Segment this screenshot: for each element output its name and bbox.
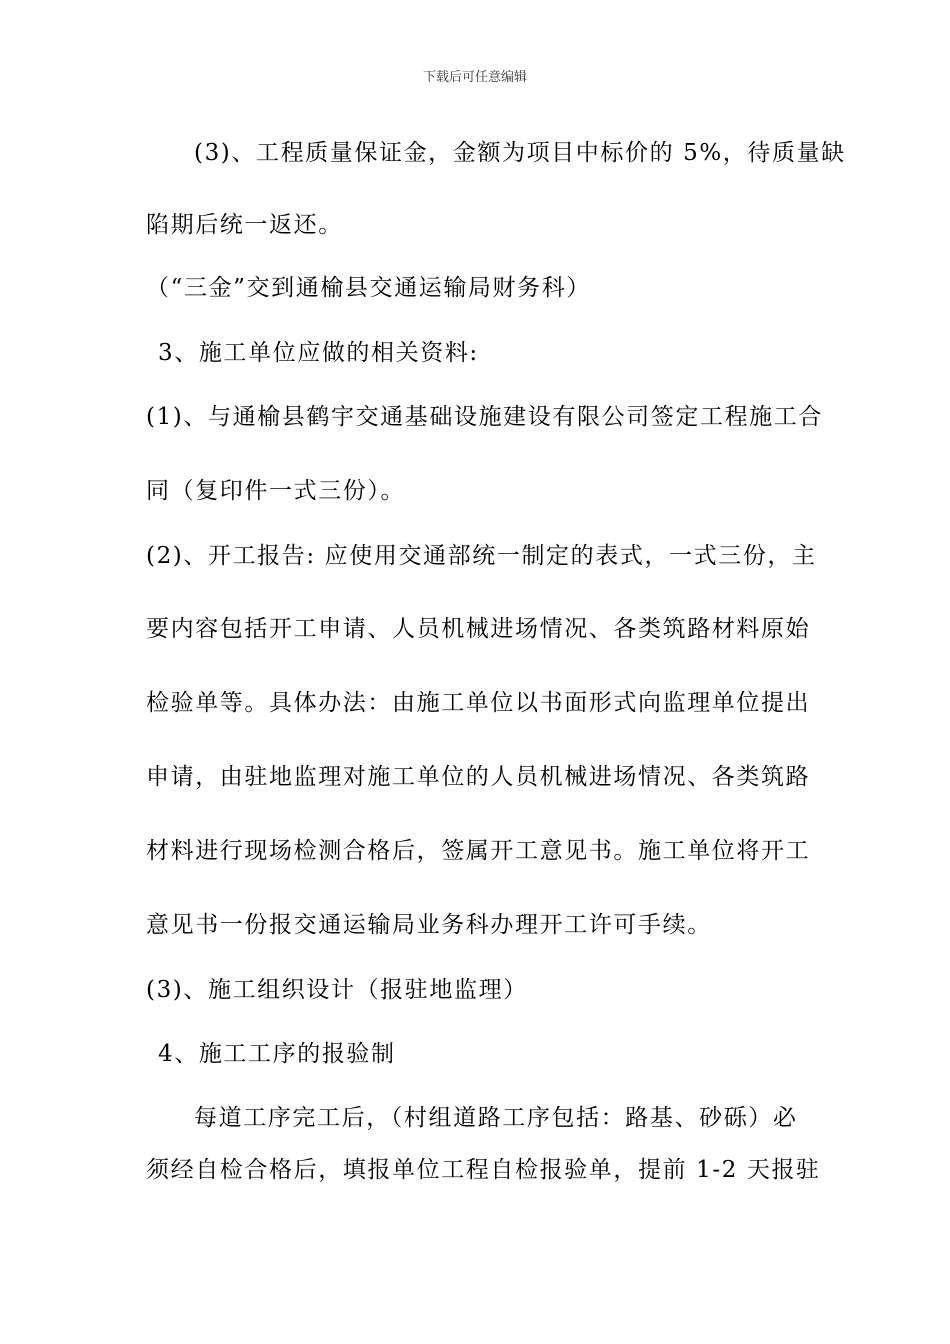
paragraph-line: 申请，由驻地监理对施工单位的人员机械进场情况、各类筑路	[146, 764, 811, 790]
paragraph-line: (2)、开工报告: 应使用交通部统一制定的表式，一式三份，主	[146, 543, 817, 569]
paragraph-line: 4、施工工序的报验制	[158, 1041, 396, 1067]
paragraph-line: 每道工序完工后，（村组道路工序包括：路基、砂砾）必	[194, 1105, 798, 1131]
paragraph-line: 须经自检合格后，填报单位工程自检报验单，提前 1-2 天报驻	[146, 1157, 821, 1183]
paragraph-line: 3、施工单位应做的相关资料:	[158, 340, 479, 366]
paragraph-line: (1)、与通榆县鹤宇交通基础设施建设有限公司签定工程施工合	[146, 404, 823, 430]
paragraph-line: （“三金”交到通榆县交通运输局财务科）	[146, 275, 591, 301]
paragraph-line: 陷期后统一返还。	[146, 212, 343, 238]
paragraph-line: (3)、施工组织设计（报驻地监理）	[146, 977, 528, 1003]
paragraph-line: 要内容包括开工申请、人员机械进场情况、各类筑路材料原始	[146, 616, 811, 642]
page-header-note: 下载后可任意编辑	[422, 70, 527, 85]
paragraph-line: 检验单等。具体办法：由施工单位以书面形式向监理单位提出	[146, 690, 811, 716]
paragraph-line: 意见书一份报交通运输局业务科办理开工许可手续。	[146, 912, 712, 938]
paragraph-line: 同（复印件一式三份）。	[146, 478, 406, 504]
paragraph-line: 材料进行现场检测合格后，签属开工意见书。施工单位将开工	[146, 838, 811, 864]
paragraph-line: (3)、工程质量保证金，金额为项目中标价的 5%，待质量缺	[194, 140, 846, 166]
